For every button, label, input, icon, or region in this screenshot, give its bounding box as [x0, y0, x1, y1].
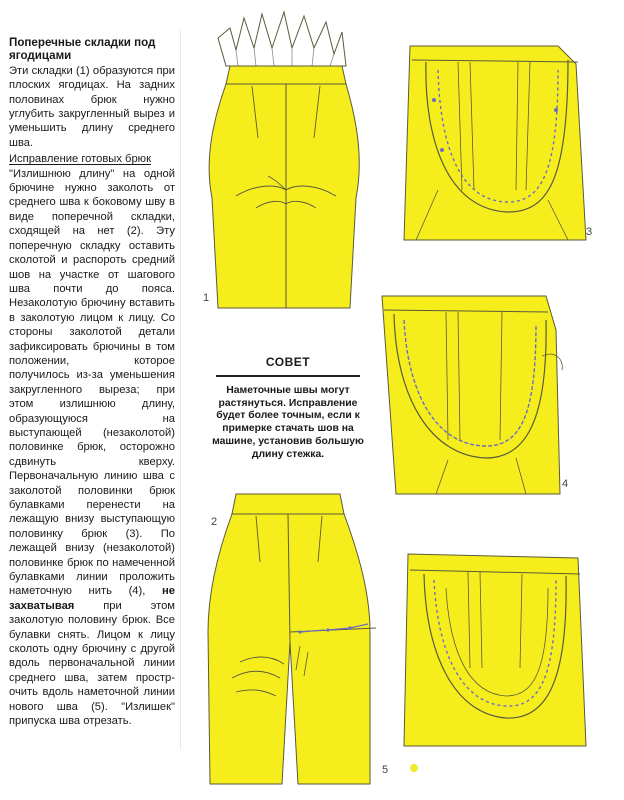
figure-5-number: 5 [382, 764, 389, 776]
figure-1-back-view [196, 8, 368, 318]
intro-paragraph: Эти складки (1) образуются при плоских ягодицах. На задних половинах брюк нужно углубить закругленный вырез и уменьшить длину среднего шва. [9, 64, 175, 149]
tip-box [208, 356, 368, 462]
instructions-emphasis: не захватывая [9, 585, 175, 612]
section-subheading: Исправление готовых брюк [9, 153, 151, 166]
instructions-paragraph [9, 167, 175, 729]
article-text-column [9, 36, 175, 729]
site-watermark [408, 748, 614, 792]
instructions-part-2: при этом заколотую половину брюк. Все булавки снять. Лицом к лицу сколоть одну брючину с другой вдоль первоначальной линии среднего шва, затем прострочить вдоль наметочной линии нового шва (5). "Излишек" припуска шва отрезать. [9, 599, 176, 728]
figure-4-number: 4 [562, 478, 569, 490]
instructions-part-1: "Излишнюю длину" на одной брючине нужно заколоть от среднего шва к боковому шву в виде поперечной складки, сходящей на нет (2). Эту поперечную складку оставить сколотой и распороть средний шов на участке от шагового шва почти до пояса. Незаколотую брючину вставить в заколотую лицом к лицу. Со стороны заколотой детали зафиксировать брючины в том положении, которое получилось из-за уменьшения закругленного выреза; при этом излишнюю длину, образующуюся на выступающей (незаколотой) половинке брюк, осторожно сдвинуть кверху. Первоначальную линию шва с заколотой половинки брюк булавками перенести на лежащую внизу выступающую половинку брюк (3). По лежащей внизу (незаколотой) половинке брюк по намеченной булавками линии проложить наметочную нить (4), [9, 167, 175, 598]
article-heading: Поперечные складки под ягодицами [9, 36, 156, 63]
tip-body: Наметочные швы могут растянуться. Исправление будет более точным, если к примерке стачать шов на машине, установив большую длину стежка. [212, 384, 364, 460]
column-divider [180, 30, 181, 750]
figure-1-number: 1 [203, 292, 210, 304]
watermark-text: postila.ru [422, 751, 581, 789]
tip-title: СОВЕТ [265, 355, 311, 369]
figure-4-basting-line [376, 290, 568, 498]
tip-divider [216, 375, 360, 377]
figure-5-new-seam [398, 548, 598, 748]
figure-3-number: 3 [586, 226, 593, 238]
figure-3-seam-transfer [398, 40, 598, 246]
figure-2-back-view-pinned [200, 492, 378, 788]
figure-2-number: 2 [211, 516, 218, 528]
